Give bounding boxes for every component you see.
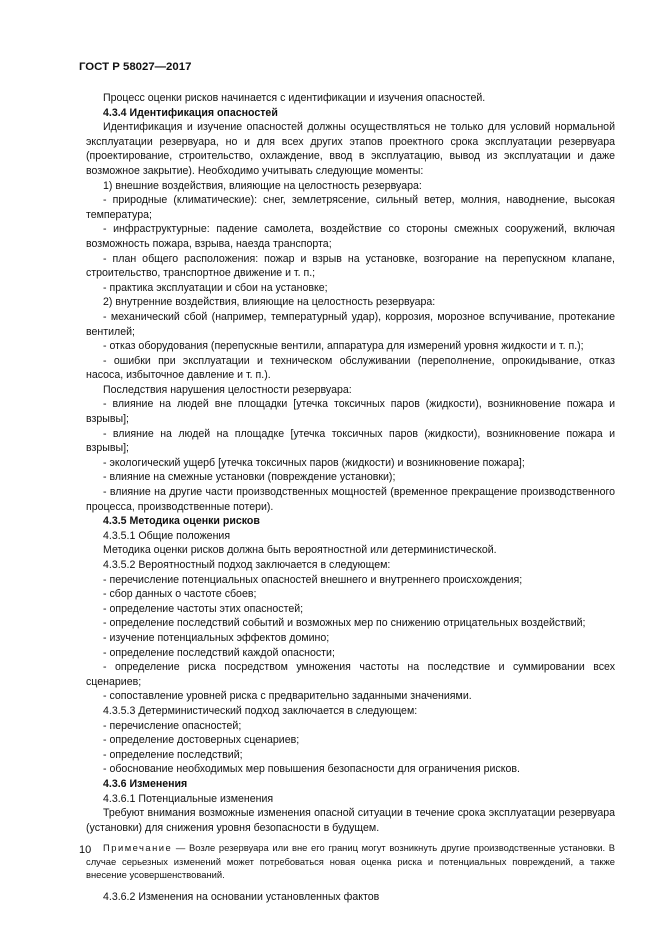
list-item: - ошибки при эксплуатации и техническом обслуживании (переполнение, опрокидывание, отказ насоса, избыточное давление и т. п.). (86, 354, 615, 382)
list-item: - механический сбой (например, температурный удар), коррозия, морозное вспучивание, протекание вентилей; (86, 310, 615, 338)
list-item: - сбор данных о частоте сбоев; (103, 588, 257, 601)
document-header: ГОСТ Р 58027—2017 (79, 61, 192, 73)
list-item: - план общего расположения: пожар и взрыв на установке, возгорание на перепускном клапане, строительство, транспортное движение и т. п.; (86, 252, 615, 280)
paragraph: Последствия нарушения целостности резервуара: (103, 383, 352, 396)
note-text: — Возле резервуара или вне его границ могут возникнуть другие производственные установки. В случае серьезных изменений может потребоваться новая оценка риска и потенциальных повреждений, а также внесение усовершенствований. (86, 842, 615, 881)
list-item: - перечисление опасностей; (103, 719, 242, 732)
document-body (86, 91, 615, 904)
subsection-heading: 4.3.6.1 Потенциальные изменения (103, 792, 274, 805)
list-item: - практика эксплуатации и сбои на установке; (103, 281, 328, 294)
note-label: Примечание (103, 842, 173, 854)
list-item: - сопоставление уровней риска с предварительно заданными значениями. (103, 690, 472, 703)
list-item: - влияние на людей на площадке [утечка токсичных паров (жидкости), возникновение пожара и взрывы]; (86, 427, 615, 455)
list-item: 1) внешние воздействия, влияющие на целостность резервуара: (103, 179, 422, 192)
paragraph: Идентификация и изучение опасностей должны осуществляться не только для условий нормальной эксплуатации резервуара, но и для всех других этапов проектного срока эксплуатации резервуара (проектирование, строительство, охлаждение, ввод в эксплуатацию, вывод из эксплуатации и даже возможное закрытие). Необходимо учитывать следующие моменты: (86, 121, 615, 177)
list-item: - природные (климатические): снег, землетрясение, сильный ветер, молния, наводнение, высокая температура; (86, 194, 615, 221)
subsection-heading: 4.3.6.2 Изменения на основании установленных фактов (103, 890, 380, 903)
subsection-heading: 4.3.5.1 Общие положения (103, 529, 231, 542)
list-item: - определение последствий каждой опасности; (103, 646, 335, 659)
list-item: - влияние на смежные установки (повреждение установки); (103, 471, 396, 484)
list-item: - обоснование необходимых мер повышения безопасности для ограничения рисков. (103, 763, 520, 776)
list-item: - определение последствий; (103, 748, 243, 761)
note (86, 841, 615, 881)
list-item: - перечисление потенциальных опасностей внешнего и внутреннего происхождения; (103, 573, 523, 586)
list-item: - определение последствий событий и возможных мер по снижению отрицательных воздействий; (103, 617, 586, 630)
section-heading: 4.3.4 Идентификация опасностей (103, 106, 278, 119)
list-item: - определение достоверных сценариев; (103, 734, 300, 747)
paragraph: 4.3.5.3 Детерминистический подход заключается в следующем: (103, 704, 418, 717)
paragraph: Процесс оценки рисков начинается с идентификации и изучения опасностей. (103, 92, 486, 104)
list-item: - определение частоты этих опасностей; (103, 602, 304, 615)
list-item: - влияние на другие части производственных мощностей (временное прекращение производственного процесса, производственные потери). (86, 486, 615, 513)
list-item: - определение риска посредством умножения частоты на последствие и суммировании всех сценариев; (86, 661, 615, 688)
paragraph: Требуют внимания возможные изменения опасной ситуации в течение срока эксплуатации резервуара (установки) для снижения уровня безопасности в будущем. (86, 807, 615, 834)
section-heading: 4.3.6 Изменения (103, 777, 188, 790)
list-item: - изучение потенциальных эффектов домино; (103, 631, 330, 644)
list-item: 2) внутренние воздействия, влияющие на целостность резервуара: (103, 296, 436, 309)
paragraph: 4.3.5.2 Вероятностный подход заключается в следующем: (103, 559, 391, 571)
list-item: - отказ оборудования (перепускные вентили, аппаратура для измерений уровня жидкости и т. п.); (103, 340, 584, 353)
page-number: 10 (79, 844, 92, 856)
paragraph: Методика оценки рисков должна быть вероятностной или детерминистической. (103, 544, 497, 557)
list-item: - влияние на людей вне площадки [утечка токсичных паров (жидкости), возникновение пожара и взрывы]; (86, 398, 615, 426)
section-heading: 4.3.5 Методика оценки рисков (103, 515, 260, 528)
list-item: - инфраструктурные: падение самолета, воздействие со стороны смежных сооружений, включая возможность пожара, взрыва, наезда транспорта; (86, 223, 615, 250)
list-item: - экологический ущерб [утечка токсичных паров (жидкости) и возникновение пожара]; (103, 456, 525, 469)
